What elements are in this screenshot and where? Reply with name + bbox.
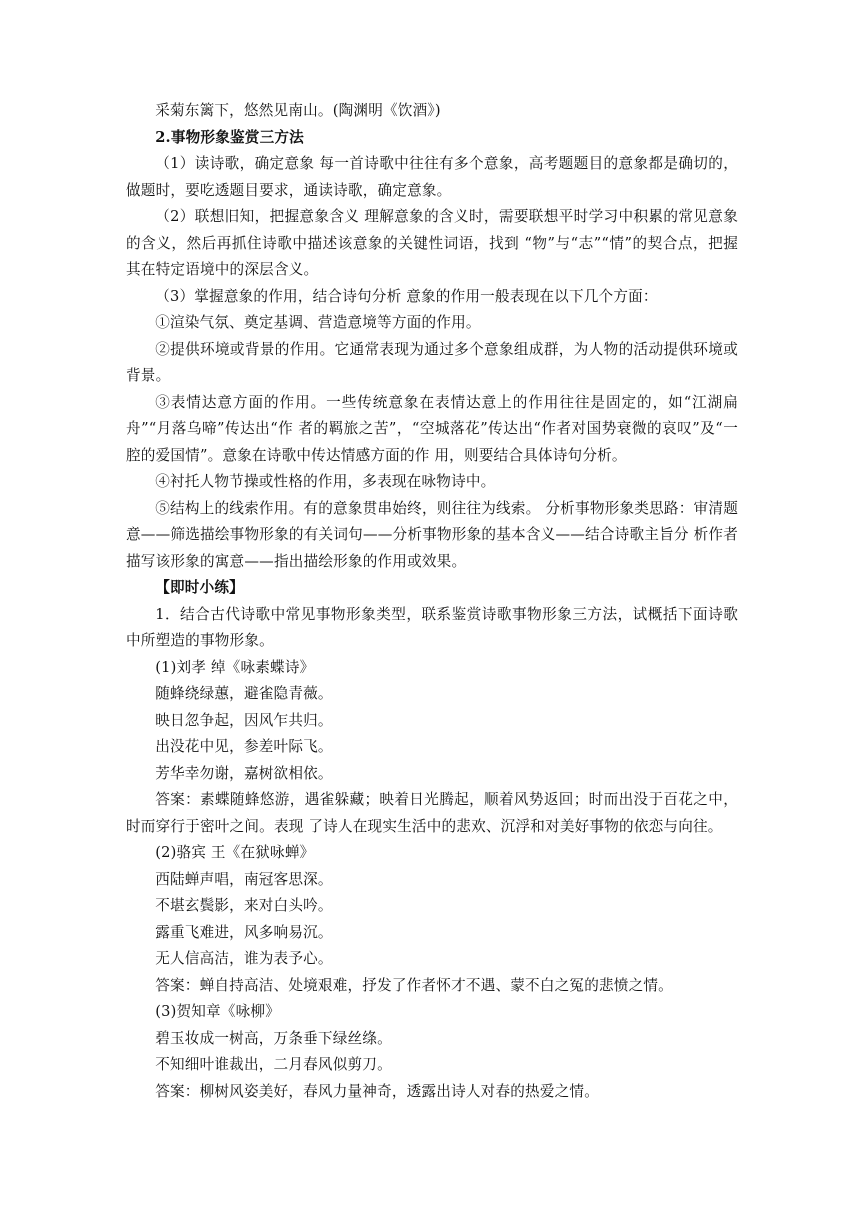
poem-line: 无人信高洁，谁为表予心。 xyxy=(155,950,333,967)
role-item-1: ①渲染气氛、奠定基调、营造意境等方面的作用。 xyxy=(155,314,481,331)
role-item-2: ②提供环境或背景的作用。它通常表现为通过多个意象组成群，为人物的活动提供环境或背景。 xyxy=(126,340,738,384)
role-item-5: ⑤结构上的线索作用。有的意象贯串始终，则往往为线索。 分析事物形象类思路：审清题意——筛选描绘事物形象的有关词句——分析事物形象的基本含义——结合诗歌主旨分 析作者描写该形象的寓意——指出描绘形象的作用或效果。 xyxy=(126,499,738,570)
answer-paragraph: 答案：柳树风姿美好，春风力量神奇，透露出诗人对春的热爱之情。 xyxy=(155,1082,600,1100)
practice-heading: 【即时小练】 xyxy=(155,579,244,596)
method-paragraph-2: （2）联想旧知，把握意象含义 理解意象的含义时，需要联想平时学习中积累的常见意象的含义，然后再抓住诗歌中描述该意象的关键性词语，找到 “物”与“志”“情”的契合点，把握其在特定语境中的深层含义。 xyxy=(126,208,738,278)
document-body xyxy=(126,98,738,1105)
poem-line: 不知细叶谁裁出，二月春风似剪刀。 xyxy=(155,1056,392,1073)
poem-title: (1)刘孝 绰《咏素蝶诗》 xyxy=(155,658,315,676)
poem-line: 出没花中见，参差叶际飞。 xyxy=(155,738,333,755)
poem-line: 随蜂绕绿蕙，避雀隐青薇。 xyxy=(155,685,333,702)
poem-line: 映日忽争起，因风乍共归。 xyxy=(155,711,333,729)
poem-line: 不堪玄鬓影，来对白头吟。 xyxy=(155,897,333,914)
answer-paragraph: 答案：蝉自持高洁、处境艰难，抒发了作者怀才不遇、蒙不白之冤的悲愤之情。 xyxy=(155,976,673,994)
poem-line: 芳华幸勿谢，嘉树欲相依。 xyxy=(155,764,333,782)
role-item-3: ③表情达意方面的作用。一些传统意象在表情达意上的作用往往是固定的，如“江湖扁舟”“月落乌啼”传达出“作 者的羁旅之苦”，“空城落花”传达出“作者对国势衰微的哀叹”及“一腔的爱国情”。意象在诗歌中传达情感方面的作 用，则要结合具体诗句分析。 xyxy=(126,393,738,464)
method-paragraph-3: （3）掌握意象的作用，结合诗句分析 意象的作用一般表现在以下几个方面： xyxy=(155,287,658,305)
method-paragraph-1: （1）读诗歌，确定意象 每一首诗歌中往往有多个意象，高考题题目的意象都是确切的，做题时，要吃透题目要求，通读诗歌，确定意象。 xyxy=(126,155,738,199)
poem-line: 西陆蝉声唱，南冠客思深。 xyxy=(155,870,333,888)
poem-title: (2)骆宾 王《在狱咏蝉》 xyxy=(155,844,315,861)
answer-paragraph: 答案：素蝶随蜂悠游，遇雀躲藏；映着日光腾起，顺着风势返回；时而出没于百花之中，时而穿行于密叶之间。表现 了诗人在现实生活中的悲欢、沉浮和对美好事物的依恋与向往。 xyxy=(126,791,738,835)
practice-question: 1．结合古代诗歌中常见事物形象类型，联系鉴赏诗歌事物形象三方法，试概括下面诗歌中所塑造的事物形象。 xyxy=(126,605,738,649)
role-item-4: ④衬托人物节操或性格的作用，多表现在咏物诗中。 xyxy=(155,473,496,490)
poem-title: (3)贺知章《咏柳》 xyxy=(155,1003,281,1020)
poem-line: 碧玉妆成一树高，万条垂下绿丝绦。 xyxy=(155,1029,392,1047)
poem-line: 露重飞难进，风多响易沉。 xyxy=(155,923,333,941)
intro-poem-line: 采菊东篱下，悠然见南山。(陶渊明《饮酒》) xyxy=(155,102,441,119)
section-heading: 2.事物形象鉴赏三方法 xyxy=(155,128,304,146)
